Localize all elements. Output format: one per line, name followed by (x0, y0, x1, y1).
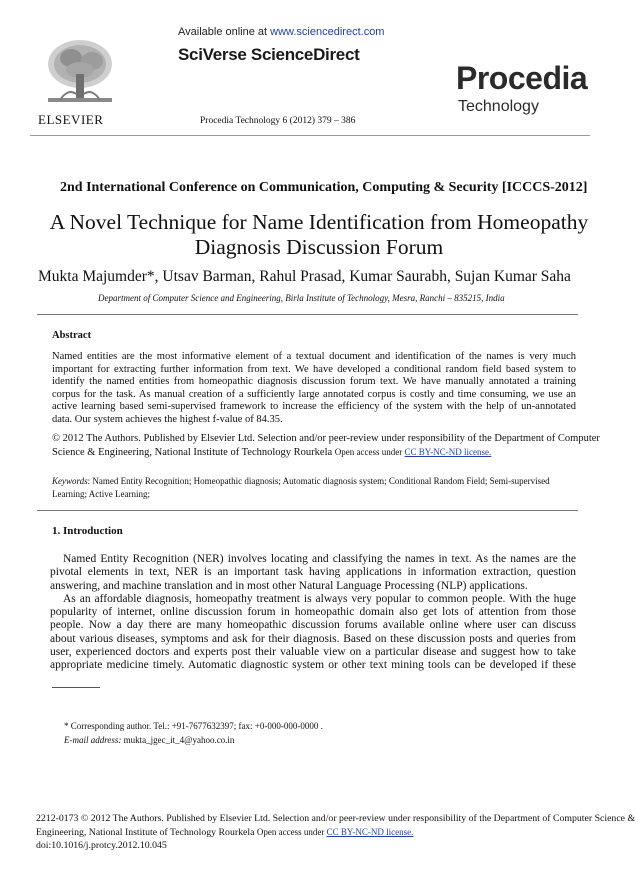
footnote (64, 719, 323, 747)
sciencedirect-link[interactable]: www.sciencedirect.com (270, 26, 385, 38)
copyright-line-2: Science & Engineering, National Institute of Technology Rourkela (52, 446, 333, 458)
platform-name: SciVerse ScienceDirect (178, 45, 360, 64)
footer-line-1: 2212-0173 © 2012 The Authors. Published by Elsevier Ltd. Selection and/or peer-review under responsibility of the Department of Computer Science & (36, 813, 636, 824)
abstract-heading: Abstract (52, 330, 92, 341)
paper-title-line-1: A Novel Technique for Name Identification from Homeopathy (49, 210, 589, 234)
email-label: E-mail address: (64, 735, 122, 745)
introduction-body (50, 553, 576, 673)
intro-line: As an affordable diagnosis, homeopathy treatment is always very popular to common people. With the huge (63, 592, 576, 605)
corresponding-author: * Corresponding author. Tel.: +91-7677632397; fax: +0-000-000-0000 . (64, 721, 323, 731)
abstract-line: important for extracting further information from text. We have developed a conditional random field based system to (52, 363, 576, 375)
intro-line: people. Now a day there are many homeopathic discussion forums available online where user can discuss (50, 619, 576, 632)
footer-license-link[interactable]: CC BY-NC-ND license. (326, 826, 414, 837)
abstract-top-rule (37, 314, 578, 315)
abstract-line: identify the named entities from homeopathic diagnosis discussion forum text. We have manually annotated a training (52, 376, 576, 387)
authors: Mukta Majumder*, Utsav Barman, Rahul Prasad, Kumar Saurabh, Sujan Kumar Saha (38, 268, 571, 285)
paper-title (0, 210, 638, 260)
open-access-prefix: Open access under (334, 446, 405, 457)
intro-line: appropriate medicine timely. Automatic diagnostic system or other text mining tools can be developed if these (50, 659, 576, 672)
intro-line: pivotal elements in text, NER is an important task having applications in information extraction, question (50, 566, 576, 579)
journal-citation: Procedia Technology 6 (2012) 379 – 386 (200, 116, 356, 126)
doi: doi:10.1016/j.protcy.2012.10.045 (36, 840, 167, 851)
footer (36, 812, 635, 853)
available-online (178, 26, 384, 38)
abstract-body (52, 351, 576, 426)
intro-line: about various diseases, symptoms and ask for their diagnosis. Based on these discussion posts and queries from (50, 632, 576, 645)
abstract-line: active learning based semi-supervised framework to increase the efficiency of the system with the help of un-annotated (52, 401, 576, 412)
keywords (52, 475, 588, 501)
introduction-heading: 1. Introduction (52, 525, 123, 537)
keywords-line-2: Learning; Active Learning; (52, 489, 150, 499)
procedia-subtitle: Technology (458, 98, 539, 115)
copyright-notice (52, 432, 600, 459)
email-address: mukta_jgec_it_4@yahoo.co.in (123, 735, 235, 745)
header-divider (30, 135, 590, 136)
abstract-line: corpus for the task. As manual creation of a sufficiently large annotated corpus is costly and time consuming, we use an (52, 388, 576, 400)
elsevier-logo (38, 34, 122, 112)
paper-title-line-2: Diagnosis Discussion Forum (194, 235, 444, 259)
license-link[interactable]: CC BY-NC-ND license. (404, 446, 492, 457)
intro-line: answering, and machine translation and in most other Natural Language Processing (NLP) applications. (50, 579, 528, 592)
copyright-line-1: © 2012 The Authors. Published by Elsevier Ltd. Selection and/or peer-review under responsibility of the Department of Computer (52, 433, 600, 444)
footer-open-access-prefix: Open access under (256, 826, 327, 837)
abstract-last-line: data. Our system achieves the highest f-value of 84.35. (52, 413, 283, 425)
intro-line: user, experienced doctors and experts post their valuable view on a particular disease and suggest how to take (50, 646, 576, 659)
keywords-label: Keywords (52, 476, 88, 486)
procedia-title: Procedia (456, 60, 588, 96)
abstract-line: Named entities are the most informative element of a textual document and identification of the names is very much (52, 351, 576, 362)
footnote-rule (52, 687, 100, 688)
intro-line: popularity of internet, online discussion forum in homeopathic domain also get lots of attention from those (50, 606, 576, 619)
elsevier-label: ELSEVIER (38, 112, 104, 127)
keywords-line-1: : Named Entity Recognition; Homeopathic diagnosis; Automatic diagnosis system; Conditional Random Field; Semi-supervised (87, 476, 550, 486)
intro-line: Named Entity Recognition (NER) involves locating and classifying the names in text. As the names are the (63, 553, 576, 565)
abstract-bottom-rule (37, 510, 578, 511)
conference-name: 2nd International Conference on Communication, Computing & Security [ICCCS-2012] (60, 180, 588, 195)
elsevier-tree-icon (38, 34, 122, 112)
affiliation: Department of Computer Science and Engineering, Birla Institute of Technology, Mesra, Ranchi – 835215, India (98, 293, 505, 303)
footer-line-2: Engineering, National Institute of Technology Rourkela (36, 826, 255, 838)
available-online-prefix: Available online at (178, 26, 271, 38)
